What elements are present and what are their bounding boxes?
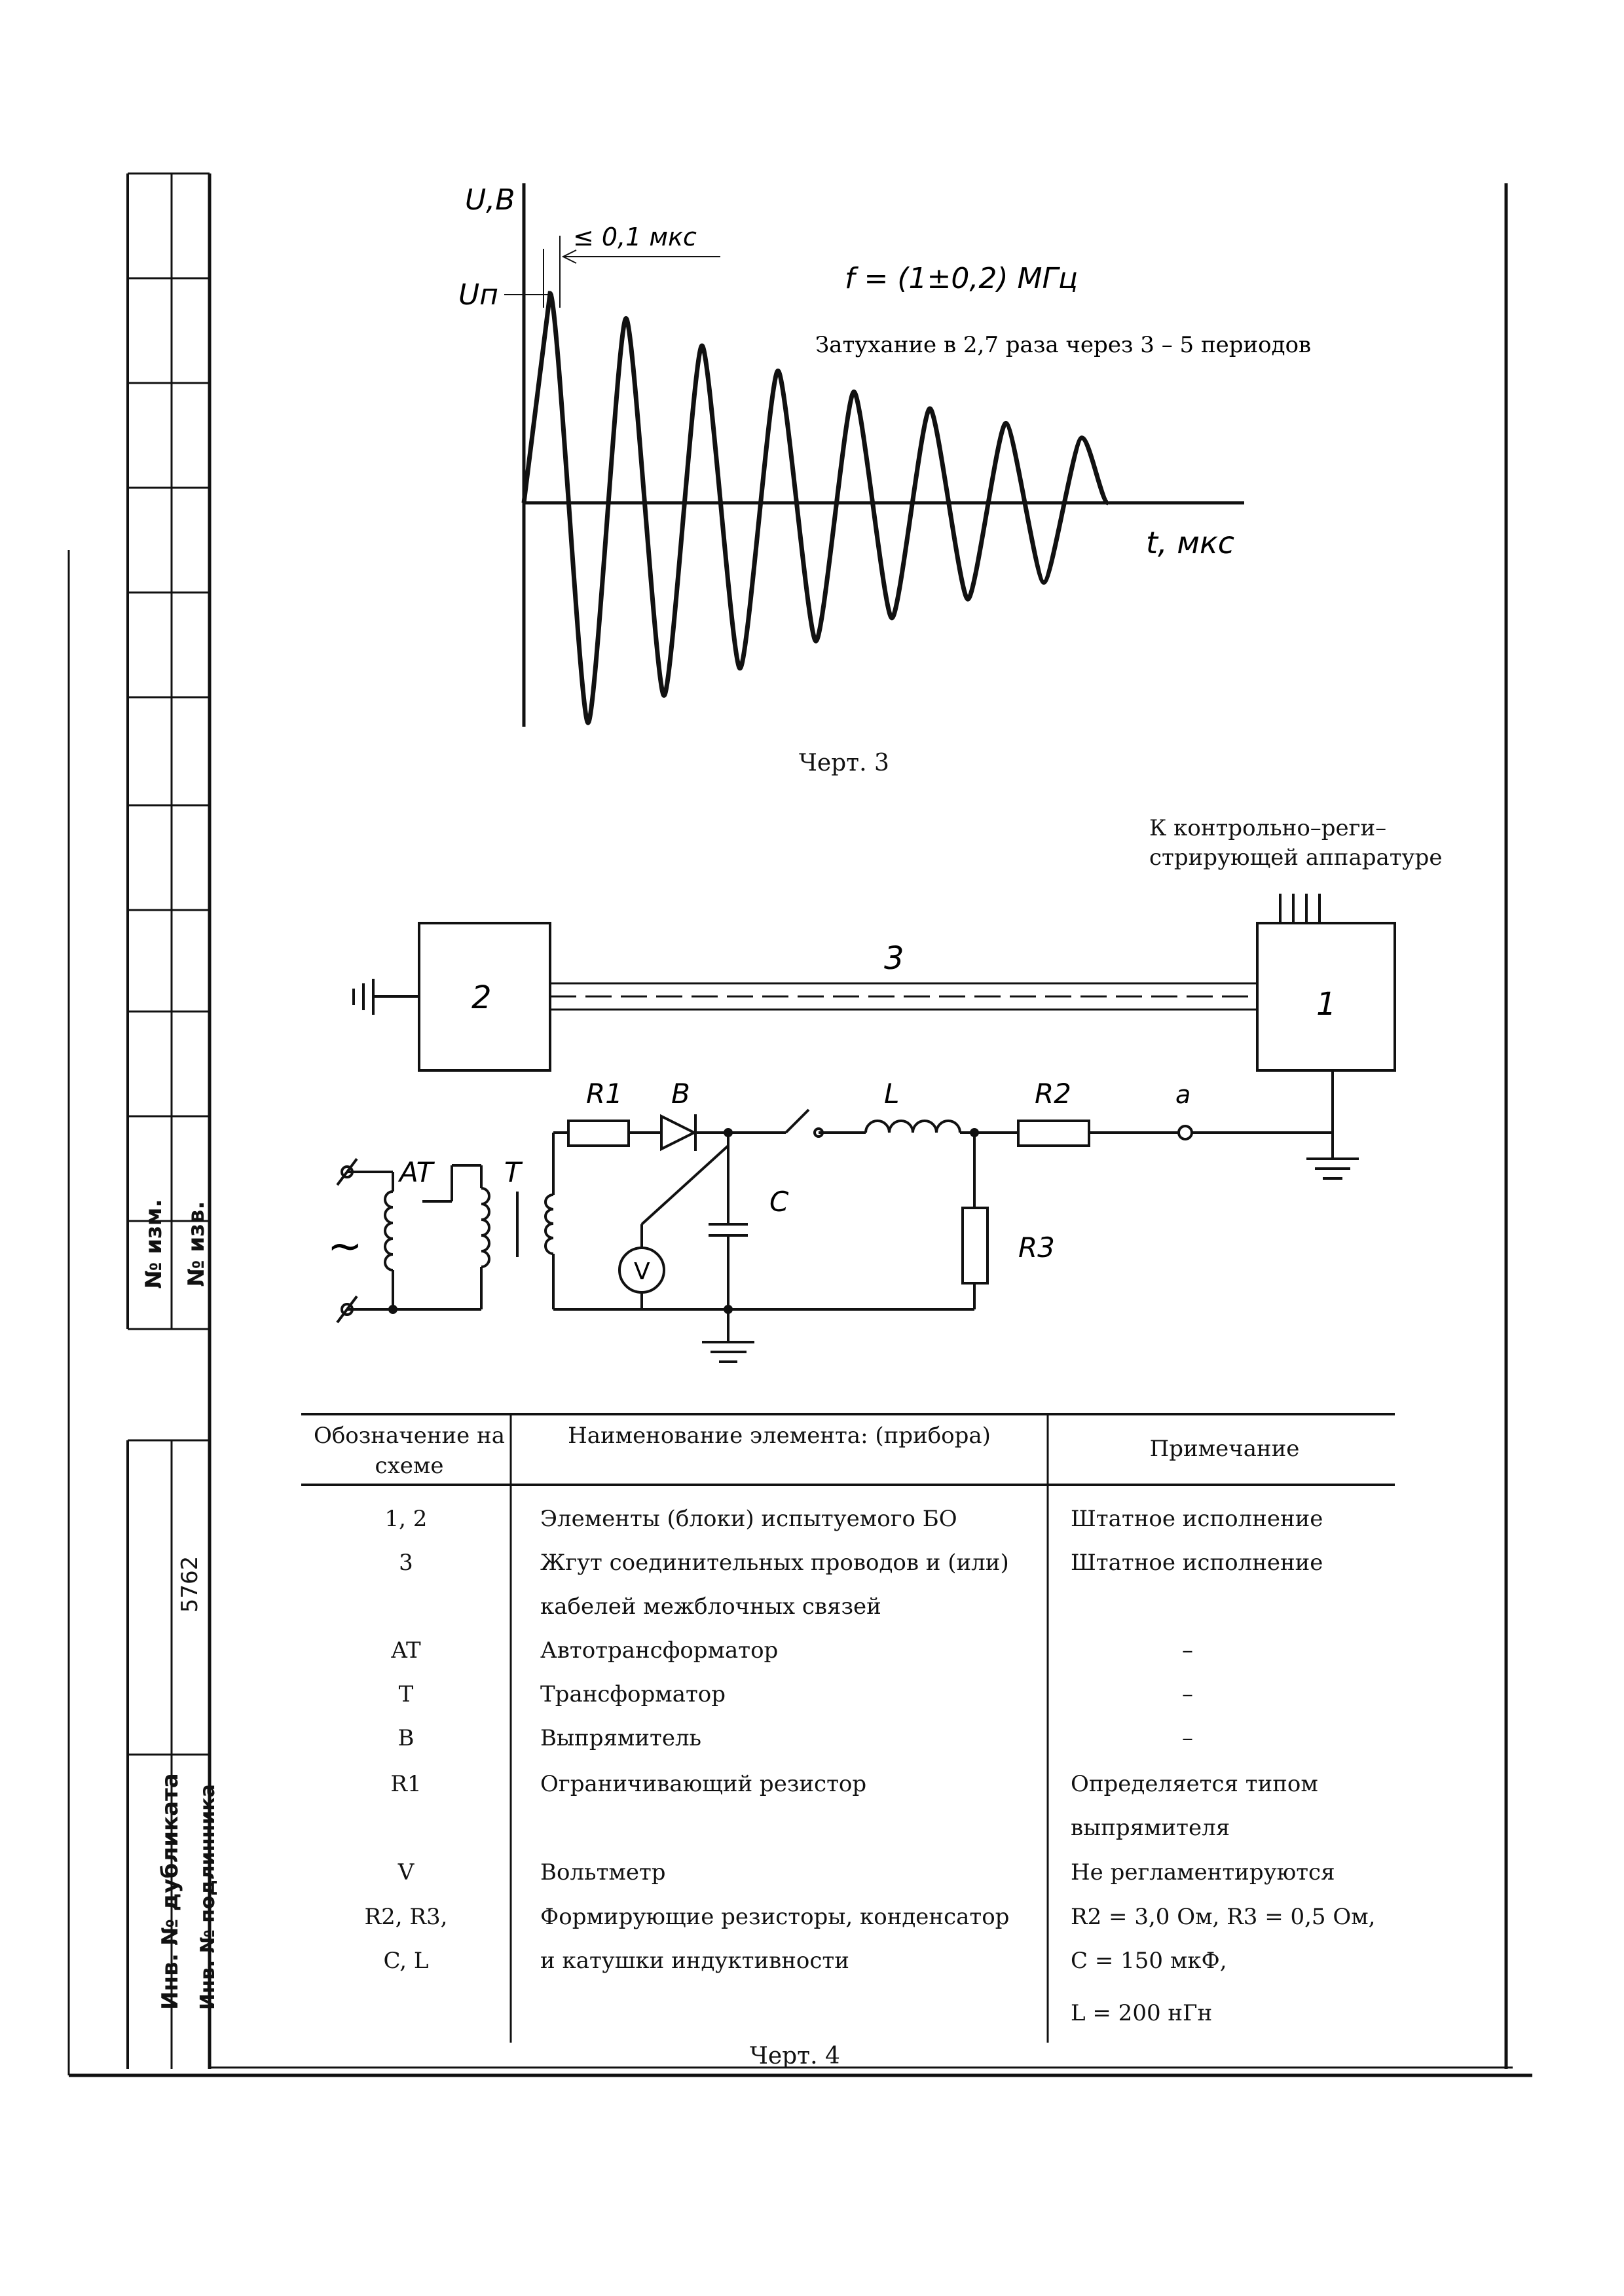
table-cell-note: Не регламентируются — [1071, 1859, 1335, 1886]
inductor-l — [866, 1121, 960, 1133]
table-cell-designation: 1, 2 — [384, 1506, 428, 1532]
t-label: T — [504, 1156, 521, 1188]
v-label: V — [634, 1258, 650, 1285]
transformer-t-secondary — [545, 1195, 553, 1254]
switch-blade — [786, 1110, 809, 1133]
diode-b — [661, 1116, 694, 1149]
table-header-note: Примечание — [1149, 1436, 1300, 1462]
table-cell-designation: B — [397, 1725, 415, 1751]
table-cell-name: Ограничивающий резистор — [540, 1771, 867, 1797]
table-cell-designation: C, L — [383, 1948, 429, 1974]
c-label: C — [769, 1186, 789, 1218]
resistor-r2 — [1018, 1121, 1089, 1146]
stamp-no-change: № изм. — [141, 1199, 167, 1289]
table-cell-name: Выпрямитель — [540, 1725, 702, 1751]
peak-label: Uп — [458, 278, 498, 312]
table-cell-designation: T — [398, 1681, 414, 1707]
table-cell-note: – — [1182, 1725, 1193, 1751]
stamp-inv-duplicate: Инв. № дубликата — [157, 1773, 183, 2010]
rise-time-label: ≤ 0,1 мкс — [573, 223, 697, 251]
table-cell-note: Определяется типом — [1071, 1771, 1318, 1797]
table-cell-name: и катушки индуктивности — [540, 1948, 849, 1974]
transformer-t-primary — [481, 1188, 489, 1267]
table-cell-note: Штатное исполнение — [1071, 1506, 1323, 1532]
resistor-r1 — [568, 1121, 629, 1146]
stamp-original-number: 5762 — [177, 1556, 203, 1613]
autotransformer-at — [385, 1192, 393, 1270]
r3-label: R3 — [1018, 1231, 1055, 1264]
frequency-label: f = (1±0,2) МГц — [845, 262, 1078, 295]
connection-label-line1: К контрольно–реги– — [1149, 815, 1387, 841]
table-cell-designation: R1 — [390, 1771, 422, 1797]
table-cell-designation: V — [397, 1859, 415, 1886]
ac-source-symbol: ~ — [327, 1222, 363, 1271]
table-header-name: Наименование элемента: (прибора) — [568, 1423, 991, 1449]
resistor-r3 — [963, 1208, 987, 1283]
stamp-inv-original: Инв. № подлинника — [196, 1784, 219, 2010]
block-2-label: 2 — [471, 979, 492, 1016]
y-axis-label: U,B — [465, 183, 515, 217]
connection-label-line2: стрирующей аппаратуре — [1149, 845, 1443, 871]
a-label: a — [1175, 1080, 1191, 1109]
table-cell-name: Вольтметр — [540, 1859, 666, 1886]
block-1-label: 1 — [1316, 986, 1337, 1023]
table-cell-designation: 3 — [399, 1550, 413, 1576]
table-cell-name: кабелей межблочных связей — [540, 1594, 881, 1620]
x-axis-label: t, мкс — [1146, 525, 1235, 560]
circuit-diagram — [0, 884, 1624, 1394]
table-cell-note: – — [1182, 1681, 1193, 1707]
table-cell-name: Трансформатор — [540, 1681, 726, 1707]
table-cell-note: C = 150 мкФ, — [1071, 1948, 1227, 1974]
stamp-no-notice: № изв. — [183, 1201, 210, 1287]
wire-voltmeter — [642, 1146, 728, 1224]
table-cell-designation: R2, R3, — [364, 1904, 448, 1930]
table-cell-note: выпрямителя — [1071, 1815, 1230, 1841]
r2-label: R2 — [1035, 1078, 1071, 1110]
table-cell-designation: AT — [391, 1637, 421, 1664]
table-cell-name: Автотрансформатор — [540, 1637, 779, 1664]
table-cell-note: R2 = 3,0 Ом, R3 = 0,5 Ом, — [1071, 1904, 1376, 1930]
l-label: L — [884, 1078, 900, 1110]
r1-label: R1 — [586, 1078, 623, 1110]
chart-3 — [0, 0, 1624, 818]
table-cell-note: – — [1182, 1637, 1193, 1664]
table-cell-note: Штатное исполнение — [1071, 1550, 1323, 1576]
table-cell-name: Формирующие резисторы, конденсатор — [540, 1904, 1010, 1930]
at-label: AT — [399, 1156, 434, 1188]
table-header-designation: Обозначение на схеме — [313, 1423, 506, 1479]
b-label: B — [671, 1078, 690, 1110]
harness-label: 3 — [884, 940, 904, 977]
damping-note: Затухание в 2,7 раза через 3 – 5 периодов — [815, 332, 1312, 358]
table-cell-note: L = 200 нГн — [1071, 2000, 1213, 2026]
terminal-a — [1179, 1126, 1192, 1139]
chart-3-caption: Черт. 3 — [799, 750, 889, 776]
chart-4-caption: Черт. 4 — [750, 2043, 840, 2069]
table-cell-name: Элементы (блоки) испытуемого БО — [540, 1506, 957, 1532]
table-cell-name: Жгут соединительных проводов и (или) — [540, 1550, 1009, 1576]
